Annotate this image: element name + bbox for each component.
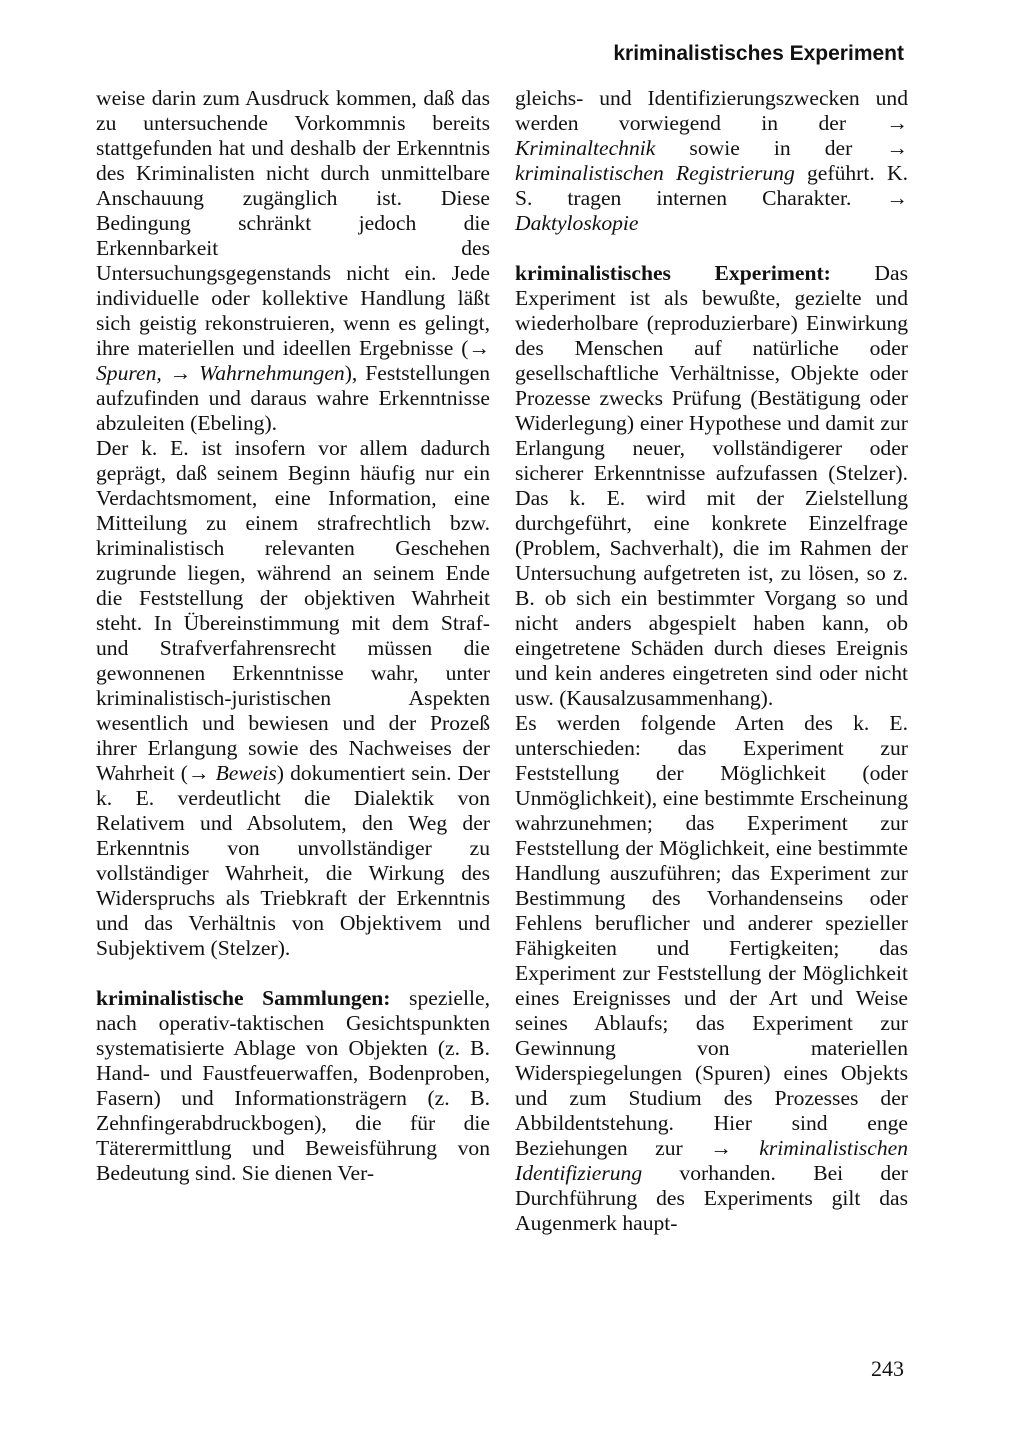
paragraph [96,436,490,961]
cross-reference: → Beweis [187,761,277,785]
cross-reference: → kriminalistischen Identifizierung [515,1136,909,1185]
cross-reference: → Kriminaltechnik [515,111,908,160]
paragraph [96,86,490,436]
entry-text: spezielle, nach operativ-taktischen Gesichtspunkten systematisierte Ablage von Objekten (z. B. Hand- und Faustfeuerwaffen, Bodenproben, Fasern) und Informationsträgern (z. B. Zehnfingerabdruckbogen), die für die Täterermittlung und Beweisführung von Bedeutung sind. Sie dienen Ver- [96,986,490,1185]
paragraph-text: gleichs- und Identifizierungszwecken und werden vorwiegend in der [515,86,908,135]
page-number: 243 [871,1356,904,1381]
paragraph-text: geführt. K. S. tragen internen Charakter. [515,161,908,210]
paragraph-text: weise darin zum Ausdruck kommen, daß das zu untersuchende Vorkommnis bereits stattgefunden hat und deshalb der Erkenntnis des Kriminalisten nicht durch unmittelbare Anschauung zugänglich ist. Diese Bedingung schränkt jedoch die Erkennbarkeit des Untersuchungsgegenstands nicht ein. Jede individuelle oder kollektive Handlung läßt sich geistig rekonstruieren, wenn es gelingt, ihre materiellen und ideellen Ergebnisse ( [96,86,490,360]
paragraph [515,711,908,1236]
entry-headword: kriminalistisches Experiment: [515,261,831,285]
left-column [96,86,490,1186]
paragraph [515,86,908,236]
dictionary-entry [515,261,908,711]
entry-text: Das Experiment ist als bewußte, gezielte und wiederholbare (reproduzierbare) Einwirkung des Menschen auf natürliche oder gesellschaftliche Verhältnisse, Objekte oder Prozesse zwecks Prüfung (Bestätigung oder Widerlegung) einer Hypothese und damit zur Erlangung neuer, vollständigerer oder sicherer Erkenntnisse aufzufassen (Stelzer). Das k. E. wird mit der Zielstellung durchgeführt, eine konkrete Einzelfrage (Problem, Sachverhalt), die im Rahmen der Untersuchung aufgetreten ist, zu lösen, so z. B. ob sich ein bestimmter Vorgang so und nicht anders abgespielt haben kann, ob eingetretene Schäden durch dieses Ereignis und kein anderes eingetreten sind oder nicht usw. (Kausalzusammenhang). [515,261,908,710]
paragraph-text: Der k. E. ist insofern vor allem dadurch geprägt, daß seinem Beginn häufig nur ein Verdachtsmoment, eine Information, eine Mitteilung zu einem strafrechtlich bzw. kriminalistisch relevanten Geschehen zugrunde liegen, während an seinem Ende die Feststellung der objektiven Wahrheit steht. In Übereinstimmung mit dem Straf- und Strafverfahrensrecht müssen die gewonnenen Erkenntnisse wahr, unter kriminalistisch-juristischen Aspekten wesentlich und bewiesen und der Prozeß ihrer Erlangung sowie des Nachweises der Wahrheit ( [96,436,490,785]
paragraph-text: ) dokumentiert sein. Der k. E. verdeutlicht die Dialektik von Relativem und Absolutem, den Weg der Erkenntnis von unvollständiger zu vollständiger Wahrheit, die Wirkung des Widerspruchs als Triebkraft der Erkenntnis und das Verhältnis von Objektivem und Subjektivem (Stelzer). [96,761,490,960]
paragraph-text: sowie in der [655,136,887,160]
cross-reference: → Spuren, → Wahrnehmungen [96,336,490,385]
paragraph-text: vorhanden. Bei der Durchführung des Experiments gilt das Augenmerk haupt- [515,1161,908,1235]
right-column [515,86,908,1236]
cross-reference: → kriminalistischen Registrierung [515,136,908,185]
dictionary-entry [96,986,490,1186]
cross-reference: → Daktyloskopie [515,186,908,235]
entry-headword: kriminalistische Sammlungen: [96,986,391,1010]
paragraph-text: Es werden folgende Arten des k. E. unterschieden: das Experiment zur Feststellung der Möglichkeit (oder Unmöglichkeit), eine bestimmte Erscheinung wahrzunehmen; das Experiment zur Feststellung der Möglichkeit, eine bestimmte Handlung auszuführen; das Experiment zur Bestimmung des Vorhandenseins oder Fehlens beruflicher und anderer spezieller Fähigkeiten und Fertigkeiten; das Experiment zur Feststellung der Möglichkeit eines Ereignisses und der Art und Weise seines Ablaufs; das Experiment zur Gewinnung von materiellen Widerspiegelungen (Spuren) eines Objekts und zum Studium des Prozesses der Abbildentstehung. Hier sind enge Beziehungen zur [515,711,908,1160]
paragraph-text: ), Feststellungen aufzufinden und daraus wahre Erkenntnisse abzuleiten (Ebeling). [96,361,490,435]
running-head: kriminalistisches Experiment [613,42,904,65]
